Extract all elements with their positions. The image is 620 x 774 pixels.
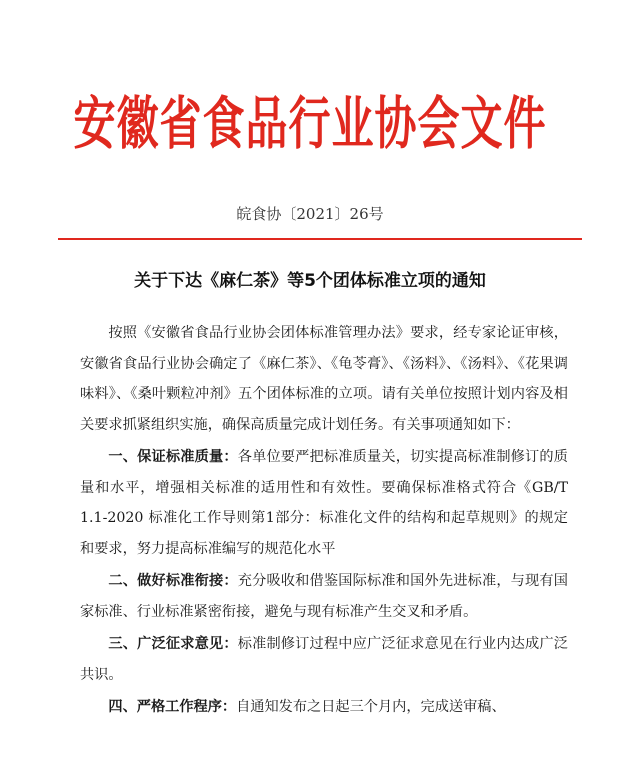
item-text: 充分吸收和借鉴国际标准和国外先进标准，与现有国家标准、行业标准紧密衔接，避免与现有标准产生交叉和矛盾。 — [80, 573, 568, 620]
item-paragraph — [80, 629, 568, 690]
document-number: 皖食协〔2021〕26号 — [236, 205, 384, 223]
item-paragraph — [80, 442, 568, 564]
item-paragraph — [80, 692, 568, 723]
red-divider — [58, 238, 582, 240]
item-text: 标准制修订过程中应广泛征求意见在行业内达成广泛共识。 — [80, 636, 568, 683]
item-text: 各单位要严把标准质量关，切实提高标准制修订的质量和水平，增强相关标准的适用性和有效性。要确保标准格式符合《GB/T 1.1-2020 标准化工作导则第1部分：标准化文件的结构和起草规则》的规定和要求，努力提高标准编写的规范化水平 — [80, 449, 568, 557]
document-body — [80, 318, 568, 723]
item-heading: 三、广泛征求意见： — [108, 636, 238, 652]
intro-paragraph: 按照《安徽省食品行业协会团体标准管理办法》要求，经专家论证审核，安徽省食品行业协会确定了《麻仁茶》、《龟苓膏》、《汤料》、《汤料》、《花果调味料》、《桑叶颗粒冲剂》五个团体标准的立项。请有关单位按照计划内容及相关要求抓紧组织实施，确保高质量完成计划任务。有关事项通知如下： — [80, 325, 568, 433]
item-text: 自通知发布之日起三个月内，完成送审稿、 — [236, 699, 506, 715]
masthead-title: 安徽省食品行业协会文件 — [73, 90, 547, 157]
item-paragraph — [80, 566, 568, 627]
item-heading: 一、保证标准质量： — [108, 449, 238, 465]
item-heading: 四、严格工作程序： — [108, 699, 237, 715]
item-heading: 二、做好标准衔接： — [108, 573, 238, 589]
notice-title: 关于下达《麻仁茶》等5个团体标准立项的通知 — [134, 271, 486, 291]
